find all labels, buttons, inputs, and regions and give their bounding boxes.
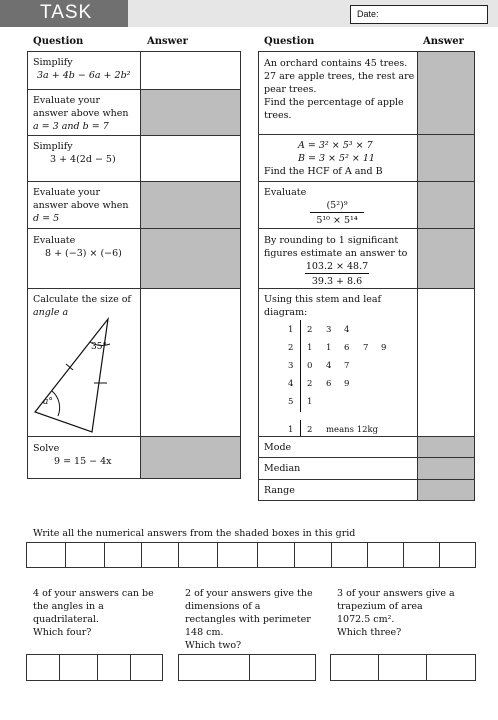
left-q4-l3: d = 5 bbox=[33, 213, 60, 224]
left-q4-l2: answer above when bbox=[33, 200, 129, 211]
right-q2-lineB: B = 3 × 5² × 11 bbox=[298, 153, 375, 164]
right-q1-l3: pear trees. bbox=[264, 84, 317, 95]
left-q7-answer[interactable] bbox=[140, 436, 241, 479]
triangle-diagram bbox=[30, 314, 140, 434]
left-q2-l2: answer above when bbox=[33, 108, 129, 119]
leaf: 2 bbox=[307, 325, 313, 335]
stem-row-2: 2 bbox=[288, 343, 294, 353]
right-q5-l2: diagram: bbox=[264, 307, 308, 318]
right-q5-answer-blank bbox=[417, 288, 475, 437]
right-q3-denominator: 5¹⁰ × 5¹⁴ bbox=[316, 215, 358, 226]
left-q2-l3: a = 3 and b = 7 bbox=[33, 121, 109, 132]
key-text: means 12kg bbox=[326, 425, 379, 435]
left-q3-label: Simplify bbox=[33, 141, 73, 152]
trapezium-answer-cell[interactable] bbox=[330, 654, 379, 681]
left-q4-answer[interactable] bbox=[140, 181, 241, 229]
stem-divider bbox=[300, 320, 301, 412]
left-q3-expr: 3 + 4(2d − 5) bbox=[50, 154, 116, 165]
stem-row-5: 5 bbox=[288, 397, 294, 407]
right-q1-l5: trees. bbox=[264, 110, 292, 121]
left-q3-answer[interactable] bbox=[140, 135, 241, 182]
right-question-header: Question bbox=[264, 36, 315, 47]
bottom-q3-l1: 3 of your answers give a bbox=[337, 588, 455, 599]
right-answer-header: Answer bbox=[423, 36, 464, 47]
left-q1-label: Simplify bbox=[33, 57, 73, 68]
bottom-q3-l2: trapezium of area bbox=[337, 601, 423, 612]
bottom-q2-l1: 2 of your answers give the bbox=[185, 588, 313, 599]
key-stem: 1 bbox=[288, 425, 294, 435]
right-q1-l2: 27 are apple trees, the rest are bbox=[264, 71, 415, 82]
trapezium-answer-cell[interactable] bbox=[378, 654, 427, 681]
leaf: 4 bbox=[344, 325, 350, 335]
task-title: TASK bbox=[40, 2, 93, 23]
bottom-q1-l2: the angles in a bbox=[33, 601, 104, 612]
right-q1-l4: Find the percentage of apple bbox=[264, 97, 404, 108]
left-q1-expr: 3a + 4b − 6a + 2b² bbox=[37, 70, 131, 81]
rectangle-answer-cell[interactable] bbox=[249, 654, 316, 681]
left-question-header: Question bbox=[33, 36, 84, 47]
trapezium-answer-cell[interactable] bbox=[426, 654, 476, 681]
right-q2-l3: Find the HCF of A and B bbox=[264, 166, 383, 177]
median-label: Median bbox=[264, 463, 301, 474]
left-q2-l1: Evaluate your bbox=[33, 95, 100, 106]
quadrilateral-answer-cell[interactable] bbox=[59, 654, 98, 681]
key-leaf: 2 bbox=[307, 425, 313, 435]
leaf: 9 bbox=[381, 343, 387, 353]
grid-cell[interactable] bbox=[439, 542, 476, 568]
left-q6-l2: angle a bbox=[33, 307, 69, 318]
grid-cell[interactable] bbox=[26, 542, 66, 568]
date-label: Date: bbox=[357, 9, 379, 19]
left-q5-expr: 8 + (−3) × (−6) bbox=[45, 248, 122, 259]
right-q3-l1: Evaluate bbox=[264, 187, 307, 198]
leaf: 6 bbox=[344, 343, 350, 353]
key-divider bbox=[300, 420, 301, 436]
angle-35-label: 35° bbox=[91, 342, 107, 352]
range-label: Range bbox=[264, 485, 295, 496]
grid-cell[interactable] bbox=[257, 542, 295, 568]
stem-row-3: 3 bbox=[288, 361, 294, 371]
bottom-q2-l3: rectangles with perimeter bbox=[185, 614, 311, 625]
grid-cell[interactable] bbox=[403, 542, 440, 568]
range-answer[interactable] bbox=[417, 479, 475, 501]
left-q5-label: Evaluate bbox=[33, 235, 76, 246]
leaf: 4 bbox=[326, 361, 332, 371]
right-q1-answer[interactable] bbox=[417, 51, 475, 135]
stem-row-1: 1 bbox=[288, 325, 294, 335]
leaf: 1 bbox=[326, 343, 332, 353]
leaf: 3 bbox=[326, 325, 332, 335]
mode-label: Mode bbox=[264, 442, 292, 453]
bottom-q1-l3: quadrilateral. bbox=[33, 614, 99, 625]
left-q7-expr: 9 = 15 − 4x bbox=[54, 456, 112, 467]
stem-row-4: 4 bbox=[288, 379, 294, 389]
left-q6-l1: Calculate the size of bbox=[33, 294, 131, 305]
bottom-q2-l2: dimensions of a bbox=[185, 601, 261, 612]
bottom-q1-l1: 4 of your answers can be bbox=[33, 588, 154, 599]
angle-a-label: a° bbox=[43, 397, 53, 407]
grid-cell[interactable] bbox=[141, 542, 179, 568]
rectangle-answer-cell[interactable] bbox=[178, 654, 250, 681]
right-q4-numerator: 103.2 × 48.7 bbox=[305, 261, 369, 272]
right-q3-answer[interactable] bbox=[417, 181, 475, 229]
quadrilateral-answer-cell[interactable] bbox=[26, 654, 60, 681]
quadrilateral-answer-cell[interactable] bbox=[97, 654, 131, 681]
leaf: 7 bbox=[344, 361, 350, 371]
grid-cell[interactable] bbox=[65, 542, 105, 568]
leaf: 1 bbox=[307, 343, 313, 353]
leaf: 9 bbox=[344, 379, 350, 389]
right-q4-l2: figures estimate an answer to bbox=[264, 248, 408, 259]
right-q4-l1: By rounding to 1 significant bbox=[264, 235, 399, 246]
right-q2-answer[interactable] bbox=[417, 134, 475, 182]
left-q4-l1: Evaluate your bbox=[33, 187, 100, 198]
left-q2-answer[interactable] bbox=[140, 89, 241, 136]
left-answer-header: Answer bbox=[147, 36, 188, 47]
grid-cell[interactable] bbox=[367, 542, 404, 568]
right-q3-numerator: (5²)⁹ bbox=[310, 199, 364, 213]
leaf: 0 bbox=[307, 361, 313, 371]
grid-cell[interactable] bbox=[104, 542, 142, 568]
median-answer[interactable] bbox=[417, 457, 475, 480]
grid-cell[interactable] bbox=[331, 542, 368, 568]
mode-answer[interactable] bbox=[417, 436, 475, 458]
left-q6-answer[interactable] bbox=[140, 288, 241, 437]
grid-cell[interactable] bbox=[294, 542, 332, 568]
bottom-q2-l5: Which two? bbox=[185, 640, 242, 651]
right-q1-l1: An orchard contains 45 trees. bbox=[264, 58, 408, 69]
left-q5-answer[interactable] bbox=[140, 228, 241, 289]
right-q4-answer[interactable] bbox=[417, 228, 475, 289]
right-q5-l1: Using this stem and leaf bbox=[264, 294, 382, 305]
bottom-q1-l4: Which four? bbox=[33, 627, 92, 638]
grid-cell[interactable] bbox=[217, 542, 258, 568]
bottom-q2-l4: 148 cm. bbox=[185, 627, 224, 638]
leaf: 1 bbox=[307, 397, 313, 407]
bottom-q3-l4: Which three? bbox=[337, 627, 402, 638]
left-q1-answer[interactable] bbox=[140, 51, 241, 90]
leaf: 2 bbox=[307, 379, 313, 389]
left-q7-label: Solve bbox=[33, 443, 60, 454]
right-q2-lineA: A = 3² × 5³ × 7 bbox=[298, 140, 373, 151]
leaf: 6 bbox=[326, 379, 332, 389]
bottom-q3-l3: 1072.5 cm². bbox=[337, 614, 395, 625]
leaf: 7 bbox=[363, 343, 369, 353]
quadrilateral-answer-cell[interactable] bbox=[130, 654, 163, 681]
grid-instruction: Write all the numerical answers from the shaded boxes in this grid bbox=[33, 528, 356, 539]
right-q4-denominator: 39.3 + 8.6 bbox=[311, 276, 363, 287]
grid-cell[interactable] bbox=[178, 542, 218, 568]
